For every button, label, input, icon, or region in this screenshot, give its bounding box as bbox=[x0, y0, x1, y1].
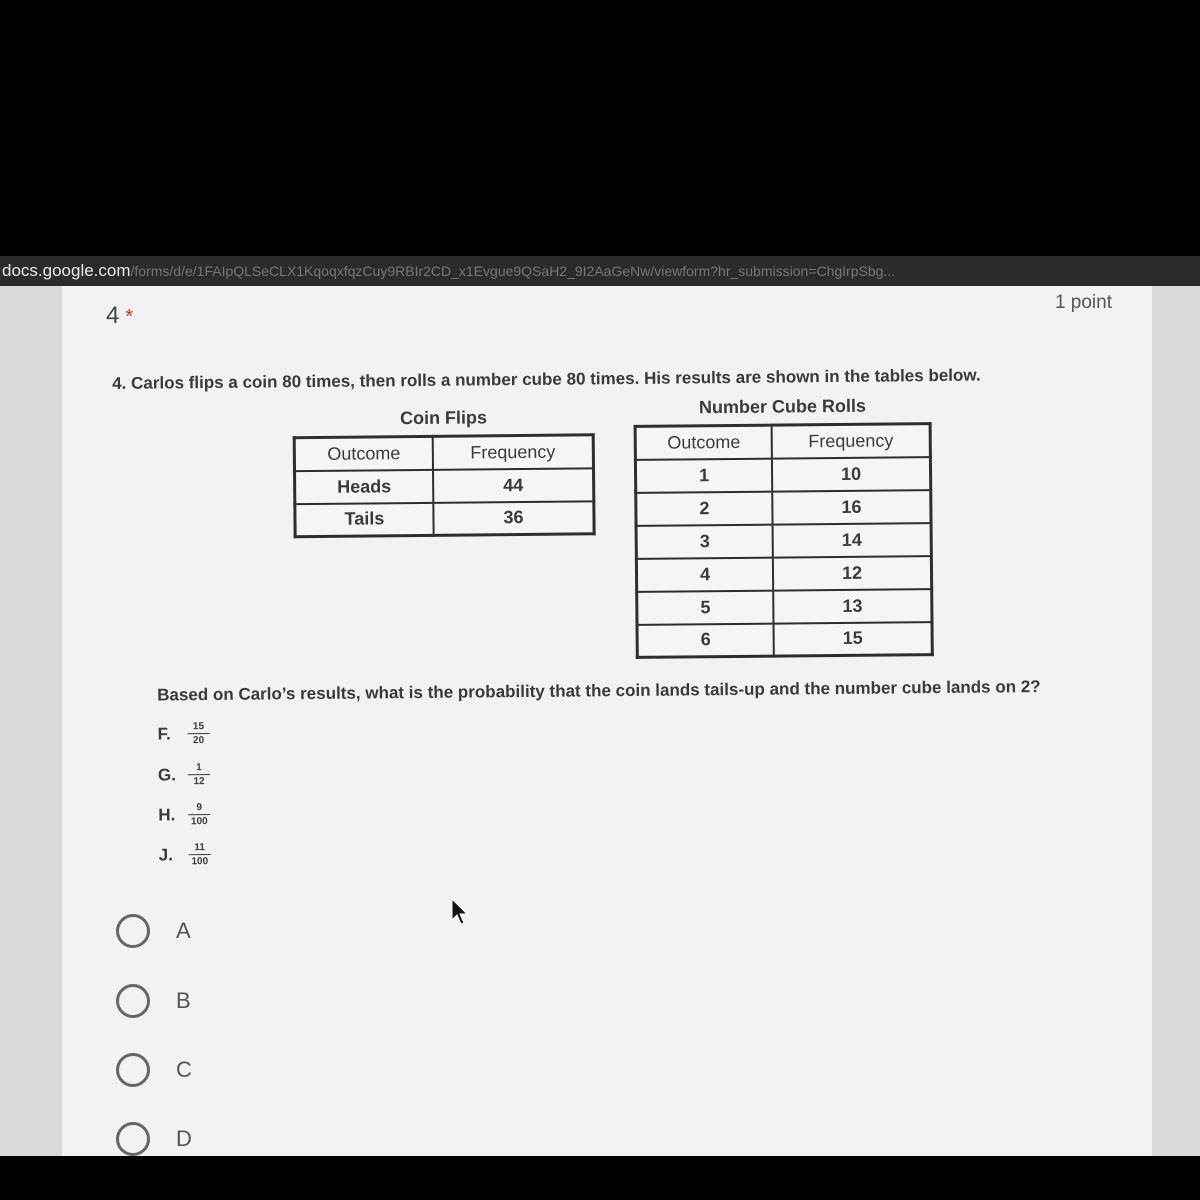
table-cell: 14 bbox=[773, 523, 932, 558]
answer-choice-f bbox=[157, 721, 209, 746]
denominator: 100 bbox=[190, 816, 208, 828]
radio-label[interactable]: A bbox=[176, 918, 191, 943]
table-header: Outcome bbox=[635, 425, 772, 459]
table-header-row bbox=[635, 424, 930, 460]
choice-letter: J. bbox=[158, 844, 173, 865]
question-number bbox=[106, 302, 133, 330]
table-row bbox=[295, 501, 594, 537]
url-host: docs.google.com bbox=[2, 261, 131, 280]
numerator: 9 bbox=[196, 802, 203, 814]
table-header: Outcome bbox=[294, 436, 433, 470]
radio-option-d[interactable] bbox=[116, 1122, 192, 1156]
radio-button[interactable] bbox=[116, 1053, 150, 1087]
table-row bbox=[636, 556, 931, 592]
page-viewport bbox=[0, 286, 1200, 1156]
radio-button[interactable] bbox=[116, 1122, 150, 1156]
address-bar[interactable] bbox=[0, 256, 1200, 286]
question-card bbox=[62, 286, 1152, 1156]
table-cell: 3 bbox=[636, 524, 773, 558]
mouse-cursor-icon bbox=[450, 898, 470, 926]
table-cell: 36 bbox=[433, 501, 594, 536]
choice-letter: H. bbox=[158, 804, 176, 825]
radio-option-a[interactable] bbox=[116, 914, 191, 948]
screen-bezel bbox=[0, 1156, 1200, 1200]
table-row bbox=[295, 468, 594, 504]
table-cell: 10 bbox=[772, 457, 931, 492]
points-label: 1 point bbox=[1054, 292, 1112, 313]
table-header: Frequency bbox=[772, 424, 931, 459]
choice-letter: F. bbox=[157, 723, 171, 744]
answer-choice-h bbox=[158, 802, 210, 827]
table-cell: Tails bbox=[295, 502, 434, 536]
numerator: 1 bbox=[196, 762, 202, 774]
table-row bbox=[637, 589, 932, 625]
table-row bbox=[637, 622, 932, 658]
answer-choice-j bbox=[159, 842, 211, 867]
number-cube-table bbox=[634, 422, 934, 659]
question-image bbox=[106, 356, 1121, 886]
radio-option-c[interactable] bbox=[116, 1053, 192, 1087]
table-header: Frequency bbox=[433, 435, 594, 470]
answer-choice-g bbox=[158, 762, 210, 787]
url-path: /forms/d/e/1FAIpQLSeCLX1KqoqxfqzCuy9RBIr2CD_x1Evgue9QSaH2_9I2AaGeNw/viewform?hr_submission=ChgIrpSbg... bbox=[130, 263, 896, 279]
table-cell: 4 bbox=[636, 557, 773, 591]
choice-fraction bbox=[188, 802, 210, 827]
table-cell: 12 bbox=[773, 556, 932, 591]
table-row bbox=[636, 523, 931, 559]
table-cell: 16 bbox=[772, 490, 931, 525]
question-ask: Based on Carlo’s results, what is the probability that the coin lands tails-up and the number cube lands on 2? bbox=[157, 677, 1041, 705]
table-cell: 15 bbox=[774, 622, 933, 657]
table-row bbox=[636, 490, 931, 526]
coin-flips-table bbox=[293, 433, 596, 538]
required-asterisk: * bbox=[125, 306, 134, 328]
table-header-row bbox=[294, 435, 593, 471]
choice-fraction bbox=[189, 842, 211, 867]
denominator: 12 bbox=[193, 776, 205, 788]
table-cell: 2 bbox=[636, 491, 773, 525]
radio-button[interactable] bbox=[116, 914, 150, 948]
numerator: 11 bbox=[194, 842, 205, 854]
table-cell: 44 bbox=[433, 468, 594, 503]
table-cell: Heads bbox=[295, 469, 434, 503]
choice-fraction bbox=[188, 762, 210, 787]
radio-label[interactable]: C bbox=[176, 1057, 192, 1082]
radio-button[interactable] bbox=[116, 984, 150, 1018]
cube-table-title: Number Cube Rolls bbox=[698, 395, 867, 418]
table-cell: 1 bbox=[635, 458, 772, 492]
choice-fraction bbox=[187, 721, 209, 746]
table-cell: 13 bbox=[773, 589, 932, 624]
numerator: 15 bbox=[192, 721, 205, 733]
table-cell: 6 bbox=[637, 623, 774, 657]
table-cell: 5 bbox=[637, 590, 774, 624]
question-number-text: 4 bbox=[106, 302, 120, 329]
denominator: 100 bbox=[191, 856, 209, 868]
coin-table-title: Coin Flips bbox=[399, 407, 488, 429]
radio-option-b[interactable] bbox=[116, 984, 191, 1018]
radio-label[interactable]: B bbox=[176, 988, 191, 1013]
radio-label[interactable]: D bbox=[176, 1126, 192, 1151]
question-prompt: 4. Carlos flips a coin 80 times, then rolls a number cube 80 times. His results are shown in the tables below. bbox=[112, 365, 981, 393]
choice-letter: G. bbox=[157, 764, 176, 785]
denominator: 20 bbox=[192, 735, 205, 747]
table-row bbox=[635, 457, 930, 493]
